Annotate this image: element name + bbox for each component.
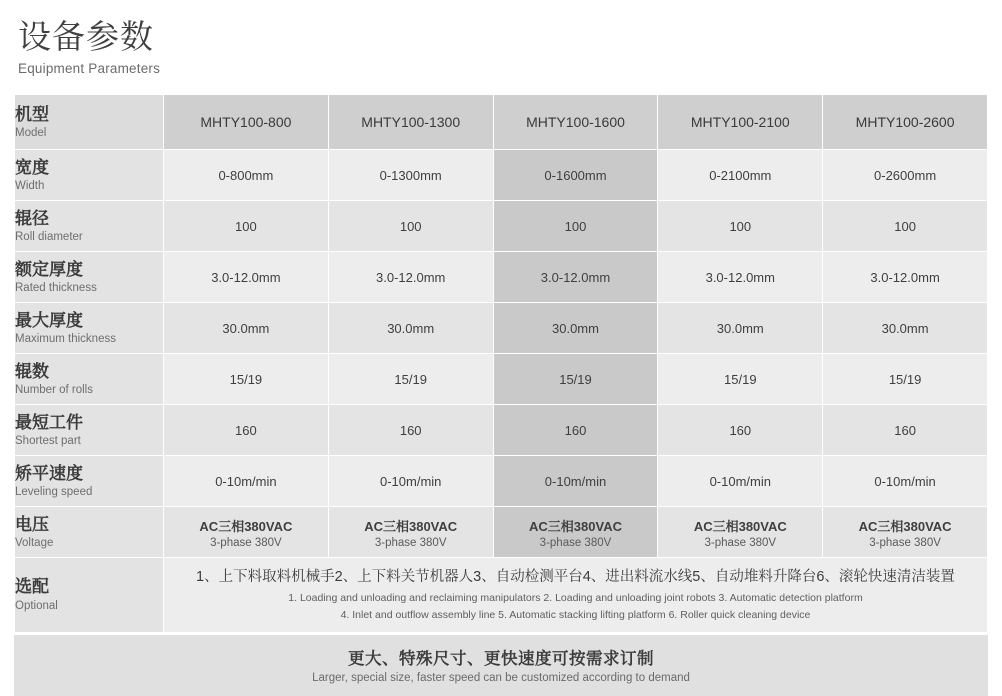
row-label-en: Number of rolls: [15, 383, 93, 396]
table-cell: 15/19: [328, 354, 493, 405]
table-cell: 30.0mm: [823, 303, 988, 354]
row-label: [15, 201, 164, 252]
cell-secondary: 3-phase 380V: [210, 536, 282, 549]
row-label-en: Model: [15, 126, 47, 139]
table-cell: 15/19: [823, 354, 988, 405]
table-cell: 15/19: [164, 354, 329, 405]
table-cell: 0-10m/min: [328, 456, 493, 507]
table-body: [15, 95, 988, 633]
table-cell-highlighted: 160: [493, 405, 658, 456]
table-cell: [658, 507, 823, 558]
row-label: [15, 95, 164, 150]
row-label-en: Maximum thickness: [15, 332, 116, 345]
row-label-cn: 机型: [15, 104, 49, 124]
table-cell-highlighted: 0-10m/min: [493, 456, 658, 507]
cell-primary: AC三相380VAC: [858, 518, 952, 534]
table-cell: [823, 507, 988, 558]
row-label: [15, 558, 164, 633]
table-row: [15, 303, 988, 354]
table-cell: 160: [658, 405, 823, 456]
table-cell: 0-10m/min: [823, 456, 988, 507]
row-label: [15, 252, 164, 303]
row-label-en: Width: [15, 179, 45, 192]
table-cell-highlighted: [493, 507, 658, 558]
row-label-en: Shortest part: [15, 434, 81, 447]
table-cell: 100: [164, 201, 329, 252]
table-cell: 100: [328, 201, 493, 252]
table-row: [15, 405, 988, 456]
cell-primary: AC三相380VAC: [199, 518, 293, 534]
table-cell: 0-2100mm: [658, 150, 823, 201]
footer-note-en: Larger, special size, faster speed can be customized according to demand: [312, 671, 690, 684]
optional-text-cn: 1、上下料取料机械手2、上下料关节机器人3、自动检测平台4、进出料流水线5、自动堆料升降台6、滚轮快速清洁装置: [196, 569, 955, 586]
row-label-cn: 宽度: [15, 157, 49, 177]
table-cell-highlighted: 100: [493, 201, 658, 252]
table-cell: MHTY100-2100: [658, 95, 823, 150]
cell-primary: AC三相380VAC: [364, 518, 458, 534]
table-cell: 30.0mm: [328, 303, 493, 354]
table-cell: 30.0mm: [164, 303, 329, 354]
row-label-cn: 辊径: [15, 208, 49, 228]
table-cell-highlighted: 3.0-12.0mm: [493, 252, 658, 303]
table-cell: 160: [823, 405, 988, 456]
table-cell: [328, 507, 493, 558]
specification-table: [14, 94, 988, 633]
row-label: [15, 507, 164, 558]
footer-note: [14, 635, 988, 696]
row-label-en: Voltage: [15, 536, 54, 549]
table-row: [15, 354, 988, 405]
row-label-cn: 最短工件: [15, 412, 83, 432]
table-cell: 160: [164, 405, 329, 456]
table-row-optional: [15, 558, 988, 633]
table-cell: 3.0-12.0mm: [164, 252, 329, 303]
page-title: [14, 0, 988, 86]
cell-primary: AC三相380VAC: [693, 518, 787, 534]
cell-secondary: 3-phase 380V: [704, 536, 777, 549]
row-label-cn: 矫平速度: [15, 463, 83, 483]
table-cell-highlighted: 0-1600mm: [493, 150, 658, 201]
row-label-en: Optional: [15, 599, 58, 612]
table-cell: MHTY100-800: [164, 95, 329, 150]
cell-secondary: 3-phase 380V: [869, 536, 941, 549]
row-label-cn: 辊数: [15, 361, 49, 381]
table-cell: 3.0-12.0mm: [823, 252, 988, 303]
row-label: [15, 354, 164, 405]
page-title-cn: 设备参数: [18, 18, 154, 55]
table-cell-highlighted: 30.0mm: [493, 303, 658, 354]
optional-cell: [164, 558, 988, 633]
cell-secondary: 3-phase 380V: [539, 536, 612, 549]
table-cell: [164, 507, 329, 558]
table-cell: 100: [658, 201, 823, 252]
optional-text-en-line1: 1. Loading and unloading and reclaiming manipulators 2. Loading and unloading joint robots 3. Automatic detection platform: [288, 591, 863, 604]
row-label: [15, 456, 164, 507]
table-cell: 3.0-12.0mm: [658, 252, 823, 303]
table-cell: 15/19: [658, 354, 823, 405]
table-cell: 0-1300mm: [328, 150, 493, 201]
row-label-cn: 选配: [15, 577, 49, 597]
optional-text-en-line2: 4. Inlet and outflow assembly line 5. Automatic stacking lifting platform 6. Roller quick cleaning device: [340, 608, 811, 621]
row-label-cn: 最大厚度: [15, 310, 83, 330]
table-cell-highlighted: MHTY100-1600: [493, 95, 658, 150]
row-label-cn: 电压: [15, 514, 49, 534]
table-row: [15, 95, 988, 150]
table-cell: 30.0mm: [658, 303, 823, 354]
table-row: [15, 201, 988, 252]
table-cell-highlighted: 15/19: [493, 354, 658, 405]
row-label-en: Roll diameter: [15, 230, 83, 243]
table-cell: 0-2600mm: [823, 150, 988, 201]
row-label: [15, 405, 164, 456]
table-cell: 0-10m/min: [658, 456, 823, 507]
row-label: [15, 303, 164, 354]
table-cell: 100: [823, 201, 988, 252]
row-label-en: Rated thickness: [15, 281, 97, 294]
row-label-en: Leveling speed: [15, 485, 93, 498]
row-label-cn: 额定厚度: [15, 259, 83, 279]
cell-primary: AC三相380VAC: [529, 518, 622, 534]
page-title-en: Equipment Parameters: [18, 61, 161, 77]
table-cell: MHTY100-2600: [823, 95, 988, 150]
footer-note-cn: 更大、特殊尺寸、更快速度可按需求订制: [348, 649, 654, 668]
cell-secondary: 3-phase 380V: [374, 536, 447, 549]
table-cell: MHTY100-1300: [328, 95, 493, 150]
table-row: [15, 507, 988, 558]
table-cell: 3.0-12.0mm: [328, 252, 493, 303]
table-row: [15, 456, 988, 507]
table-row: [15, 252, 988, 303]
row-label: [15, 150, 164, 201]
table-cell: 160: [328, 405, 493, 456]
table-cell: 0-800mm: [164, 150, 329, 201]
table-cell: 0-10m/min: [164, 456, 329, 507]
table-row: [15, 150, 988, 201]
